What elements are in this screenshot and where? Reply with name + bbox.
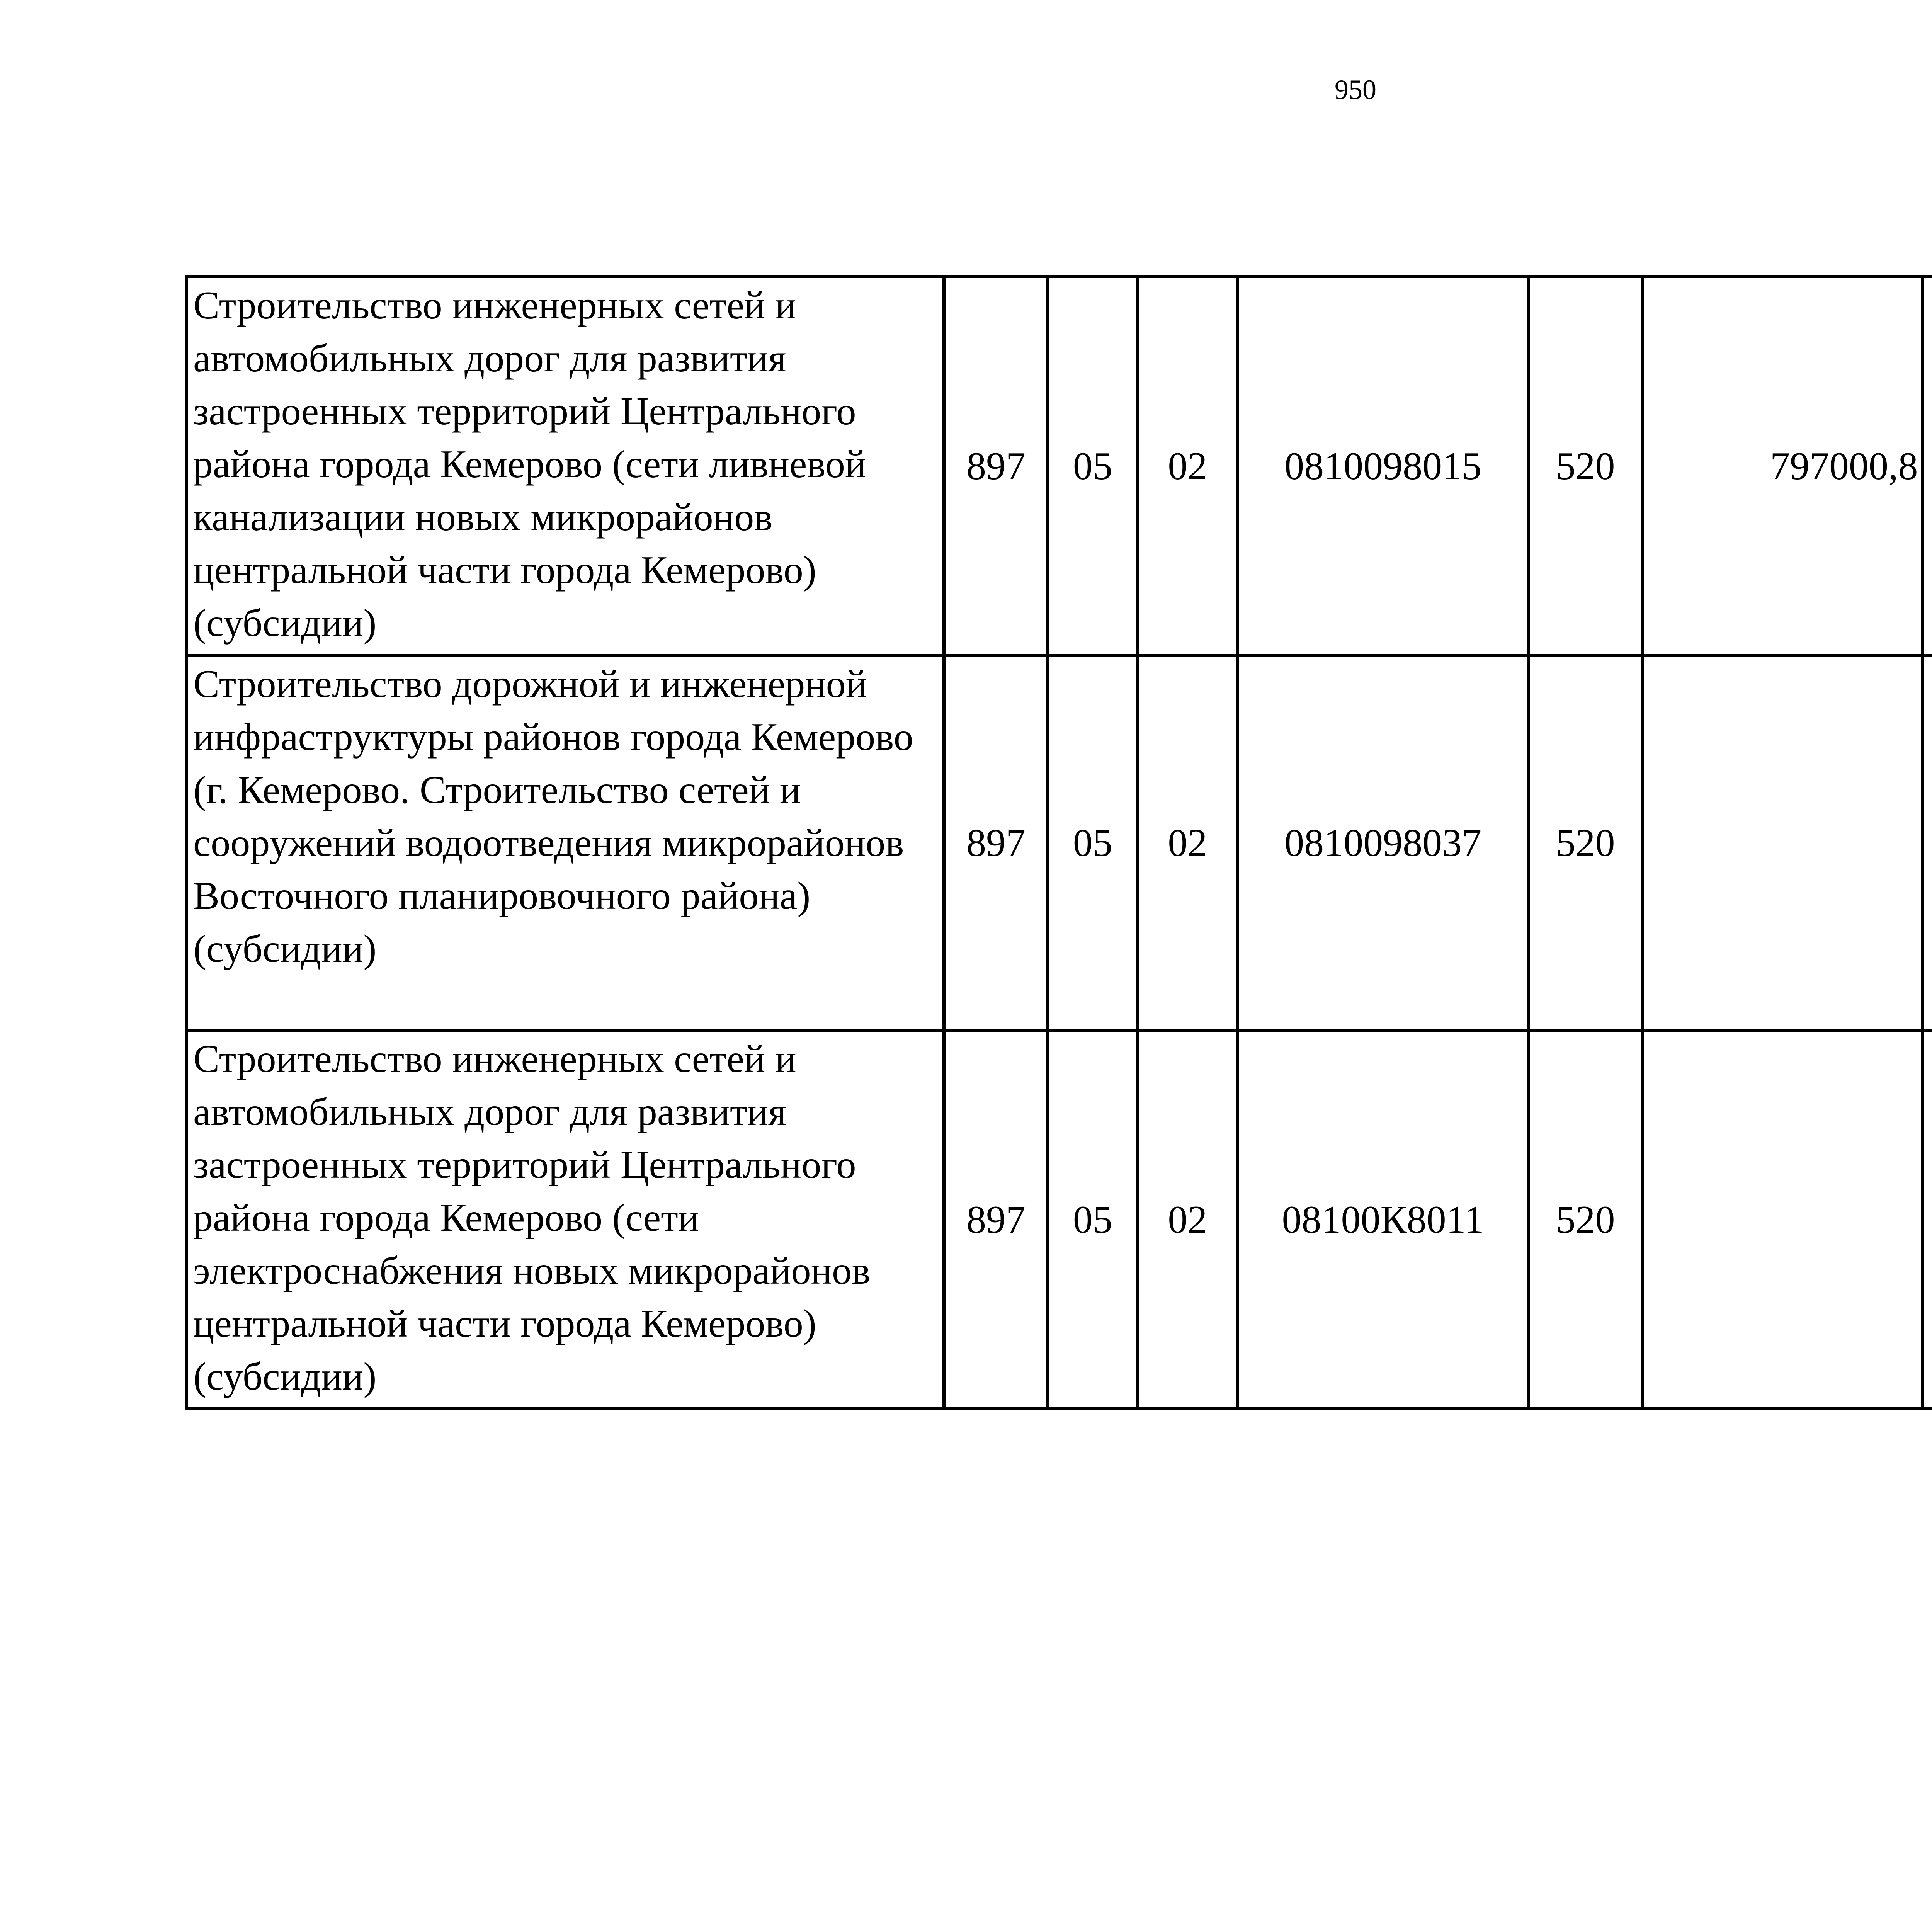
ministry-code-cell: 897 — [944, 277, 1048, 655]
expense-type-cell: 520 — [1529, 1030, 1642, 1409]
expense-type-cell: 520 — [1529, 655, 1642, 1030]
section-code-cell: 05 — [1048, 277, 1138, 655]
table-row — [186, 655, 1932, 1030]
page-number: 950 — [1335, 74, 1376, 105]
subsection-code-cell: 02 — [1138, 277, 1237, 655]
target-article-cell: 08100К8011 — [1238, 1030, 1529, 1409]
ministry-code-cell: 897 — [944, 1030, 1048, 1409]
amount-1-cell: 797000,8 — [1642, 277, 1922, 655]
table-row — [186, 277, 1932, 655]
table-row — [186, 1030, 1932, 1409]
section-code-cell: 05 — [1048, 1030, 1138, 1409]
amount-2-cell — [1923, 277, 1932, 655]
amount-1-cell — [1642, 1030, 1922, 1409]
budget-table — [185, 275, 1932, 1410]
subsection-code-cell: 02 — [1138, 655, 1237, 1030]
ministry-code-cell: 897 — [944, 655, 1048, 1030]
amount-1-cell — [1642, 655, 1922, 1030]
expense-name-cell: Строительство инженерных сетей и автомобильных дорог для развития застроенных территорий Центрального района города Кемерово (сети электроснабжения новых микрорайонов центральной части города Кемерово) (субсидии) — [186, 1030, 944, 1409]
expense-name-cell: Строительство инженерных сетей и автомобильных дорог для развития застроенных территорий Центрального района города Кемерово (сети ливневой канализации новых микрорайонов центральной части города Кемерово) (субсидии) — [186, 277, 944, 655]
target-article-cell: 0810098015 — [1238, 277, 1529, 655]
section-code-cell: 05 — [1048, 655, 1138, 1030]
subsection-code-cell: 02 — [1138, 1030, 1237, 1409]
amount-2-cell — [1923, 655, 1932, 1030]
expense-type-cell: 520 — [1529, 277, 1642, 655]
amount-2-cell — [1923, 1030, 1932, 1409]
target-article-cell: 0810098037 — [1238, 655, 1529, 1030]
expense-name-cell: Строительство дорожной и инженерной инфраструктуры районов города Кемерово (г. Кемерово. Строительство сетей и сооружений водоотведения микрорайонов Восточного планировочного района) (субсидии) — [186, 655, 944, 1030]
